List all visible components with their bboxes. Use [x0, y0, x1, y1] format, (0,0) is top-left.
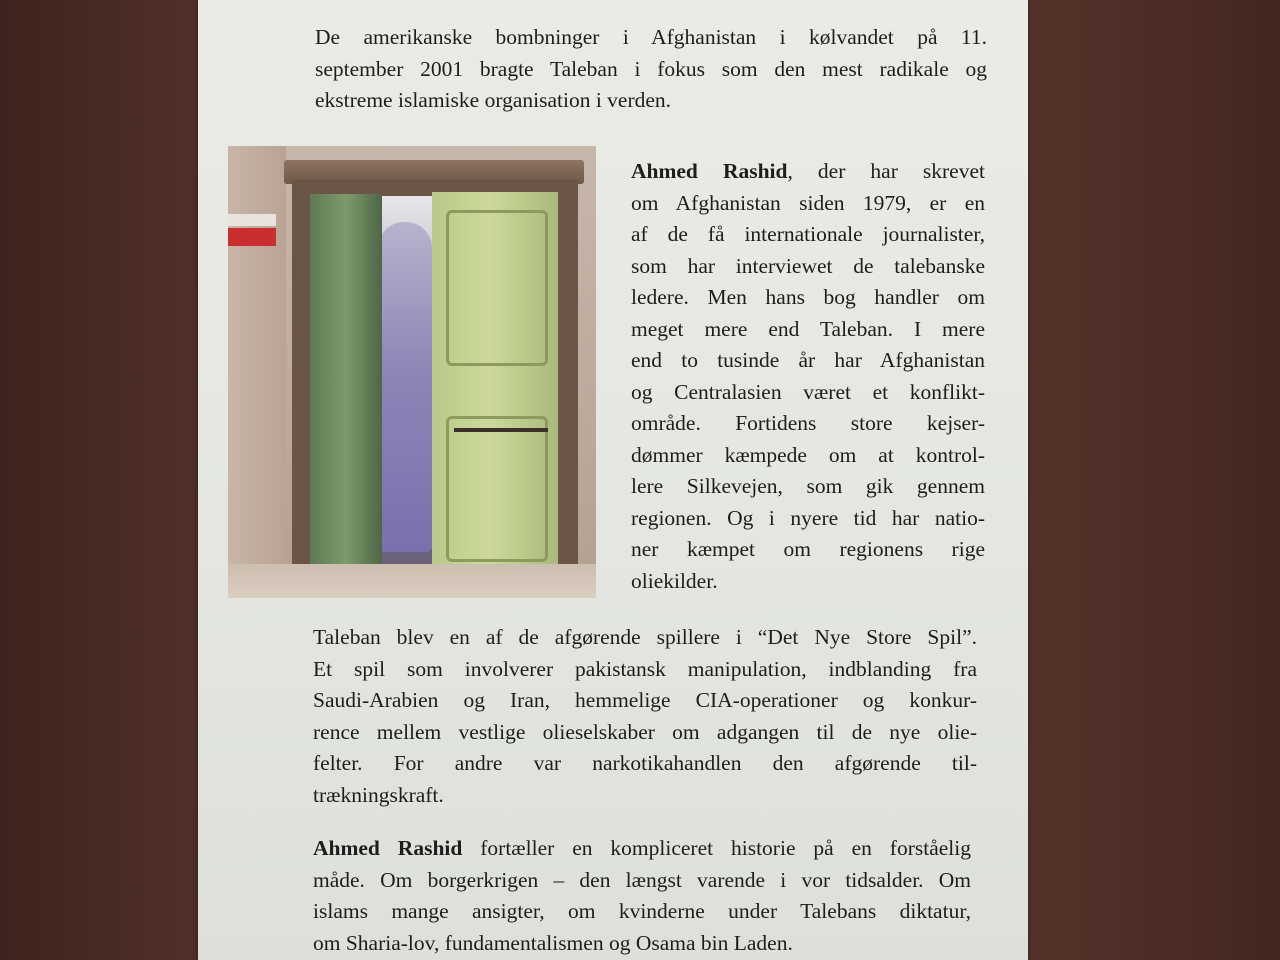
text-line: Saudi-Arabien og Iran, hemmelige CIA-operationer og konkur-: [313, 688, 977, 712]
door-handle: [454, 428, 548, 432]
text-line: end to tusinde år har Afghanistan: [631, 348, 985, 372]
author-paragraph: [631, 156, 985, 597]
game-paragraph: [313, 622, 977, 811]
text-line: felter. For andre var narkotikahandlen den afgørende til-: [313, 751, 977, 775]
author-name: Ahmed Rashid: [313, 836, 463, 860]
text-line: af de få internationale journalister,: [631, 222, 985, 246]
text-line: ledere. Men hans bog handler om: [631, 285, 985, 309]
intro-paragraph: [315, 22, 987, 117]
text-line: Ahmed Rashid, der har skrevet: [631, 159, 985, 183]
book-back-cover: [198, 0, 1028, 960]
text-line: og Centralasien været et konflikt-: [631, 379, 985, 404]
text-line: De amerikanske bombninger i Afghanistan i kølvandet på 11.: [315, 25, 987, 49]
text-line: om Sharia-lov, fundamentalismen og Osama bin Laden.: [313, 930, 793, 955]
text-line: ner kæmpet om regionens rige: [631, 537, 985, 561]
door-left-panel: [310, 194, 382, 574]
text-line: Taleban blev en af de afgørende spillere i “Det Nye Store Spil”.: [313, 625, 977, 649]
text-line: område. Fortidens store kejser-: [631, 411, 985, 435]
story-paragraph: [313, 833, 971, 959]
text-line: september 2001 bragte Taleban i fokus som den mest radikale og: [315, 56, 987, 81]
text-line: islams mange ansigter, om kvinderne under Talebans diktatur,: [313, 899, 971, 923]
text-line: Et spil som involverer pakistansk manipulation, indblanding fra: [313, 656, 977, 681]
text-line: oliekilder.: [631, 568, 718, 593]
burqa-figure: [378, 222, 432, 552]
text-line: måde. Om borgerkrigen – den længst varende i vor tidsalder. Om: [313, 867, 971, 892]
text-line: trækningskraft.: [313, 782, 444, 807]
background-left: [0, 0, 200, 960]
text-line: om Afghanistan siden 1979, er en: [631, 190, 985, 215]
background-right: [1025, 0, 1280, 960]
text-line: som har interviewet de talebanske: [631, 253, 985, 278]
text-line: dømmer kæmpede om at kontrol-: [631, 442, 985, 467]
text-line: meget mere end Taleban. I mere: [631, 316, 985, 341]
text-line: regionen. Og i nyere tid har natio-: [631, 505, 985, 530]
door-photo: [228, 146, 596, 598]
text-line: ekstreme islamiske organisation i verden.: [315, 88, 672, 112]
text-line: lere Silkevejen, som gik gennem: [631, 474, 985, 498]
author-name: Ahmed Rashid: [631, 159, 788, 183]
text-line: Ahmed Rashid fortæller en kompliceret historie på en forståelig: [313, 836, 971, 860]
text-line: rence mellem vestlige olieselskaber om adgangen til de nye olie-: [313, 719, 977, 744]
